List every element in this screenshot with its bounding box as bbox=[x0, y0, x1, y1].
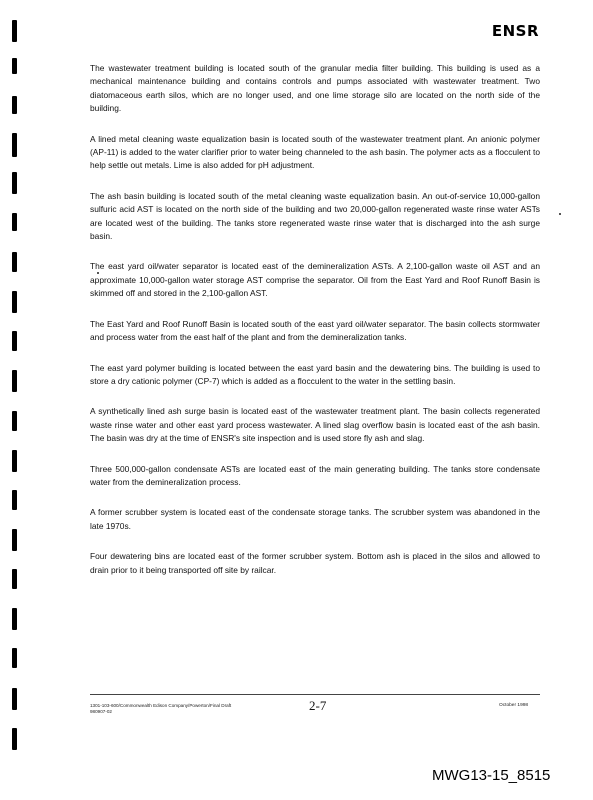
footer-project-line: 1301-103-600/Commonwealth Edison Company/Powerton/Final Draft bbox=[90, 703, 232, 708]
paragraph-condensate-asts: Three 500,000-gallon condensate ASTs are located east of the main generating building. The tanks store condensate water from the demineralization process. bbox=[90, 463, 540, 487]
paragraph-runoff-basin: The East Yard and Roof Runoff Basin is located south of the east yard oil/water separator. The basin collects stormwater and process water from the east half of the plant and from the demineralization tanks. bbox=[90, 318, 540, 343]
scan-speck bbox=[559, 213, 561, 215]
page-number: 2-7 bbox=[309, 698, 327, 713]
paragraph-wastewater-treatment-building: The wastewater treatment building is located south of the granular media filter building. This building is used as a mechanical maintenance building and contains controls and pumps associated with wastewater treatment. Two diatomaceous earth silos, which are no longer used, and one lime storage silo are located on the north side of the building. bbox=[90, 63, 540, 114]
footer-date: October 1998 bbox=[499, 703, 529, 708]
paragraph-dewatering-bins: Four dewatering bins are located east of the former scrubber system. Bottom ash is placed in the silos and allowed to drain prior to it being transported off site by railcar. bbox=[90, 551, 540, 575]
paragraph-polymer-building: The east yard polymer building is located between the east yard basin and the dewatering bins. The building is used to store a dry cationic polymer (CP-7) which is added as a flocculent to the water in the settling basin. bbox=[90, 362, 540, 386]
footer-rule bbox=[90, 694, 540, 695]
ensr-logo: ENSR bbox=[491, 22, 539, 40]
footer-doc-number: 980907-02 bbox=[90, 709, 112, 714]
document-body bbox=[90, 62, 540, 594]
paragraph-ash-basin-building: The ash basin building is located south of the metal cleaning waste equalization basin. An out-of-service 10,000-gallon sulfuric acid AST is located on the north side of the building and two 20,000-gallon regenerated waste rinse water ASTs are located west of the building. The tanks store regenerated waste rinse water that is discharged into the ash surge basin. bbox=[90, 190, 540, 242]
footer-project-info bbox=[90, 703, 300, 715]
binder-punch-holes bbox=[12, 0, 20, 800]
paragraph-ash-surge-basin: A synthetically lined ash surge basin is located east of the wastewater treatment plant. The basin collects regenerated waste rinse water and other east yard process wastewater. A lined slag overflow basin is located east of the ash basin. The basin was dry at the time of ENSR's site inspection and is used store fly ash and slag. bbox=[90, 406, 540, 444]
bates-number: MWG13-15_8515 bbox=[432, 767, 551, 784]
paragraph-oil-water-separator: The east yard oil/water separator is located east of the demineralization ASTs. A 2,100-gallon waste oil AST and an approximate 10,000-gallon water storage AST comprise the separator. Oil from the East Yard and Roof Runoff Basin is skimmed off and stored in the 2,100-gallon AST. bbox=[90, 261, 540, 299]
paragraph-scrubber-system: A former scrubber system is located east of the condensate storage tanks. The scrubber system was abandoned in the late 1970s. bbox=[90, 507, 540, 531]
paragraph-equalization-basin: A lined metal cleaning waste equalization basin is located south of the wastewater treatment plant. An anionic polymer (AP-11) is added to the water clarifier prior to water being channeled to the ash basin. The polymer acts as a flocculent to help settle out metals. Lime is also added for pH adjustment. bbox=[90, 133, 540, 171]
